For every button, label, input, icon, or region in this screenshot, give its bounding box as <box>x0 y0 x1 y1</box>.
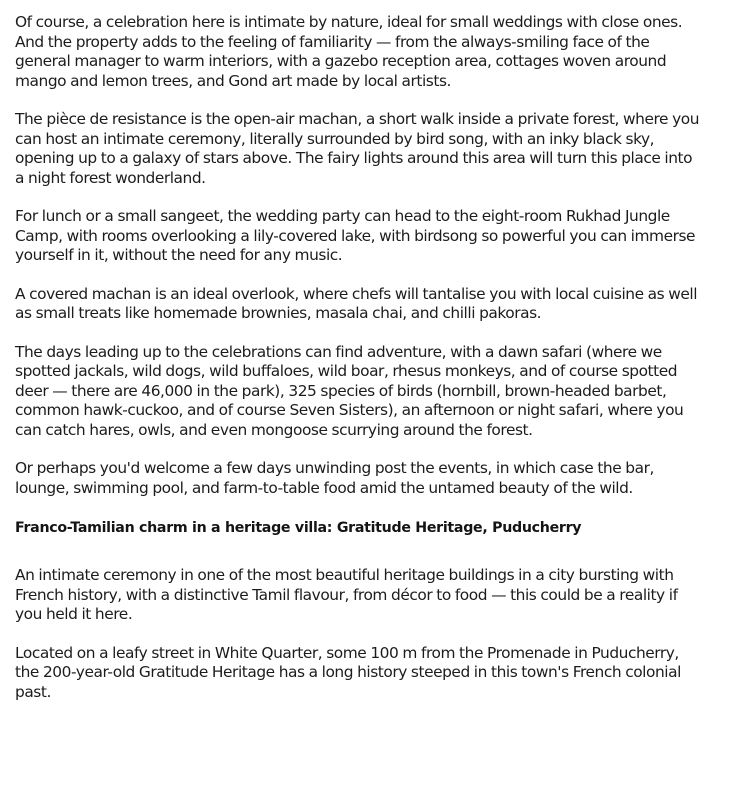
article-paragraph: Located on a leafy street in White Quarter, some 100 m from the Promenade in Puducherry, the 200-year-old Gratitude Heritage has a long history steeped in this town's French colonial past. <box>15 643 681 701</box>
article-body <box>15 13 705 721</box>
article-paragraph: The days leading up to the celebrations can find adventure, with a dawn safari (where we spotted jackals, wild dogs, wild buffaloes, wild boar, rhesus monkeys, and of course spotted deer — there are 46,000 in the park), 325 species of birds (hornbill, brown-headed barbet, common hawk-cuckoo, and of course Seven Sisters), an afternoon or night safari, where you can catch hares, owls, and even mongoose scurrying around the forest. <box>15 342 684 439</box>
article-paragraph: Of course, a celebration here is intimate by nature, ideal for small weddings with close ones. And the property adds to the feeling of familiarity — from the always-smiling face of the general manager to warm interiors, with a gazebo reception area, cottages woven around mango and lemon trees, and Gond art made by local artists. <box>15 13 683 90</box>
article-paragraph: The pièce de resistance is the open-air machan, a short walk inside a private forest, where you can host an intimate ceremony, literally surrounded by bird song, with an inky black sky, opening up to a galaxy of stars above. The fairy lights around this area will turn this place into a night forest wonderland. <box>15 110 700 187</box>
article-paragraph: An intimate ceremony in one of the most beautiful heritage buildings in a city bursting with French history, with a distinctive Tamil flavour, from décor to food — this could be a reality if you held it here. <box>15 566 678 623</box>
article-paragraph: Or perhaps you'd welcome a few days unwinding post the events, in which case the bar, lounge, swimming pool, and farm-to-table food amid the untamed beauty of the wild. <box>15 459 654 497</box>
section-heading: Franco-Tamilian charm in a heritage villa: Gratitude Heritage, Puducherry <box>15 520 582 536</box>
article-paragraph: A covered machan is an ideal overlook, where chefs will tantalise you with local cuisine as well as small treats like homemade brownies, masala chai, and chilli pakoras. <box>15 284 698 322</box>
article-paragraph: For lunch or a small sangeet, the wedding party can head to the eight-room Rukhad Jungle Camp, with rooms overlooking a lily-covered lake, with birdsong so powerful you can immerse yourself in it, without the need for any music. <box>15 207 696 264</box>
